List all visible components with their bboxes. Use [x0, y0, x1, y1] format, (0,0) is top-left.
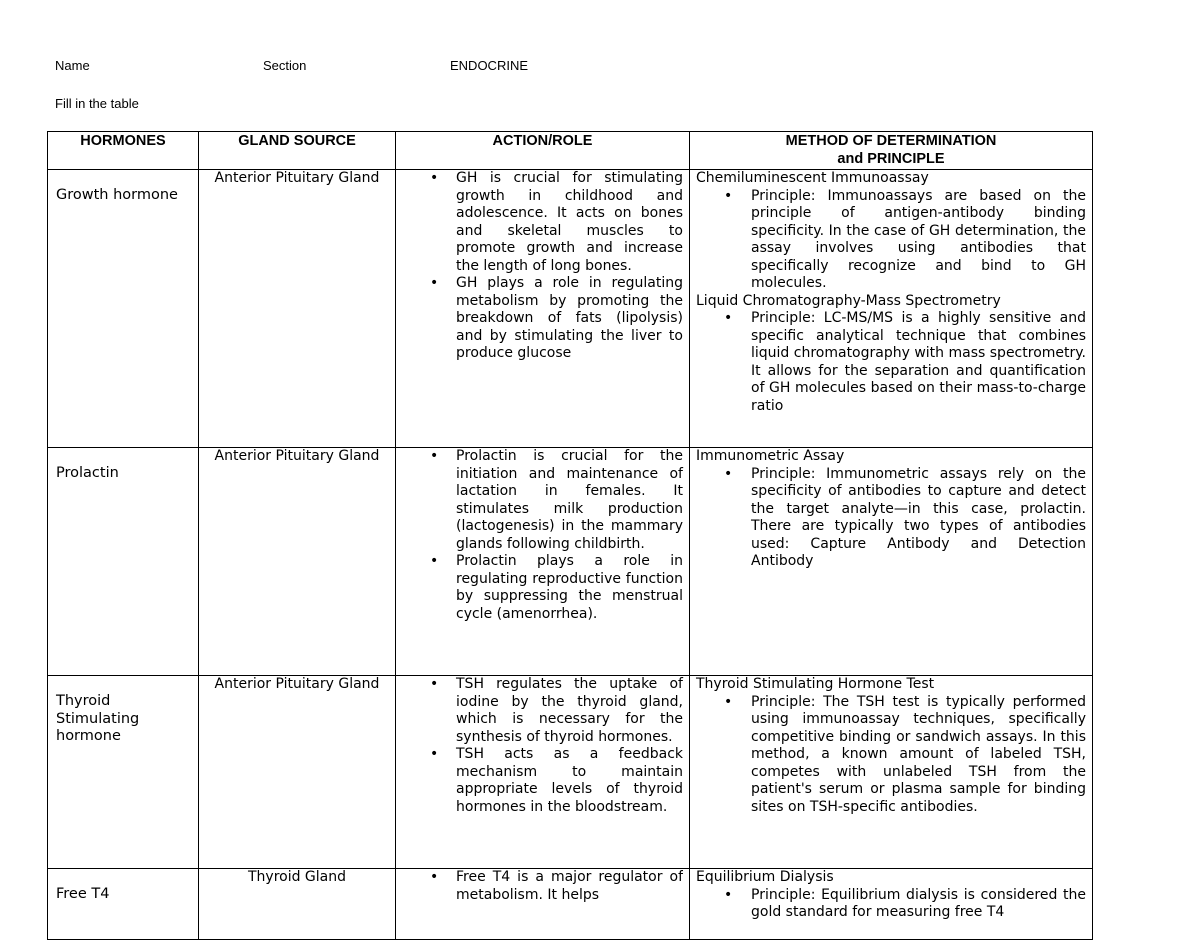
table-header-row [48, 132, 1093, 170]
section-label: Section [263, 58, 307, 73]
method-principle: • Principle: Immunometric assays rely on the specificity of antibodies to capture and detect the target analyte—in this case, prolactin. There are typically two types of antibodies used: Capture Antibody and Detection Antibody [724, 465, 1086, 569]
table-row [48, 676, 1093, 869]
action-item: • Prolactin is crucial for the initiation and maintenance of lactation in females. It stimulates milk production (lactogenesis) in the mammary glands following childbirth. [430, 448, 683, 552]
action-cell [396, 869, 690, 940]
method-cell [690, 869, 1093, 940]
method-principle: • Principle: Immunoassays are based on the principle of antigen-antibody binding specificity. In the case of GH determination, the assay involves using antibodies that specifically recognize and bind to GH molecules. [724, 187, 1086, 291]
gland-cell: Anterior Pituitary Gland [199, 448, 396, 676]
name-label: Name [55, 58, 90, 73]
method-cell [690, 448, 1093, 676]
method-title: Equilibrium Dialysis [696, 869, 834, 885]
action-item: • Free T4 is a major regulator of metabolism. It helps [430, 869, 683, 903]
column-header-gland-source: GLAND SOURCE [199, 132, 396, 170]
method-title: Liquid Chromatography-Mass Spectrometry [696, 292, 1001, 309]
instructions: Fill in the table [55, 96, 139, 111]
table-row [48, 448, 1093, 676]
method-title: Chemiluminescent Immunoassay [696, 170, 929, 186]
hormone-cell: Prolactin [48, 448, 199, 676]
method-principle: • Principle: The TSH test is typically performed using immunoassay techniques, specifically competitive binding or sandwich assays. In this method, a known amount of labeled TSH, competes with unlabeled TSH from the patient's serum or plasma sample for binding sites on TSH-specific antibodies. [724, 693, 1086, 815]
hormone-cell: Growth hormone [48, 170, 199, 448]
action-item: • TSH regulates the uptake of iodine by the thyroid gland, which is necessary for the synthesis of thyroid hormones. [430, 676, 683, 745]
action-cell [396, 170, 690, 448]
column-header-hormones: HORMONES [48, 132, 199, 170]
table-row [48, 869, 1093, 940]
table-row [48, 170, 1093, 448]
method-title: Thyroid Stimulating Hormone Test [696, 676, 935, 692]
action-item: • Prolactin plays a role in regulating reproductive function by suppressing the menstrual cycle (amenorrhea). [430, 553, 683, 622]
method-principle: • Principle: Equilibrium dialysis is considered the gold standard for measuring free T4 [724, 886, 1086, 920]
action-item: • GH is crucial for stimulating growth in childhood and adolescence. It acts on bones and skeletal muscles to promote growth and increase the length of long bones. [430, 170, 683, 274]
action-item: • TSH acts as a feedback mechanism to maintain appropriate levels of thyroid hormones in the bloodstream. [430, 746, 683, 815]
method-cell [690, 170, 1093, 448]
column-header-action-role: ACTION/ROLE [396, 132, 690, 170]
column-header-method [690, 132, 1093, 170]
hormone-cell: Free T4 [48, 869, 199, 940]
topic-title: ENDOCRINE [450, 58, 529, 73]
endocrine-table [47, 131, 1093, 940]
action-item: • GH plays a role in regulating metabolism by promoting the breakdown of fats (lipolysis) and by stimulating the liver to produce glucose [430, 275, 683, 361]
method-title: Immunometric Assay [696, 448, 845, 464]
gland-cell: Thyroid Gland [199, 869, 396, 940]
column-header-method-line2: and PRINCIPLE [837, 150, 945, 167]
gland-cell: Anterior Pituitary Gland [199, 170, 396, 448]
column-header-method-line1: METHOD OF DETERMINATION [785, 133, 997, 149]
method-principle: • Principle: LC-MS/MS is a highly sensitive and specific analytical technique that combines liquid chromatography with mass spectrometry. It allows for the separation and quantification of GH molecules based on their mass-to-charge ratio [724, 310, 1086, 414]
method-cell [690, 676, 1093, 869]
action-cell [396, 448, 690, 676]
action-cell [396, 676, 690, 869]
hormone-cell: Thyroid Stimulating hormone [48, 676, 199, 869]
gland-cell: Anterior Pituitary Gland [199, 676, 396, 869]
